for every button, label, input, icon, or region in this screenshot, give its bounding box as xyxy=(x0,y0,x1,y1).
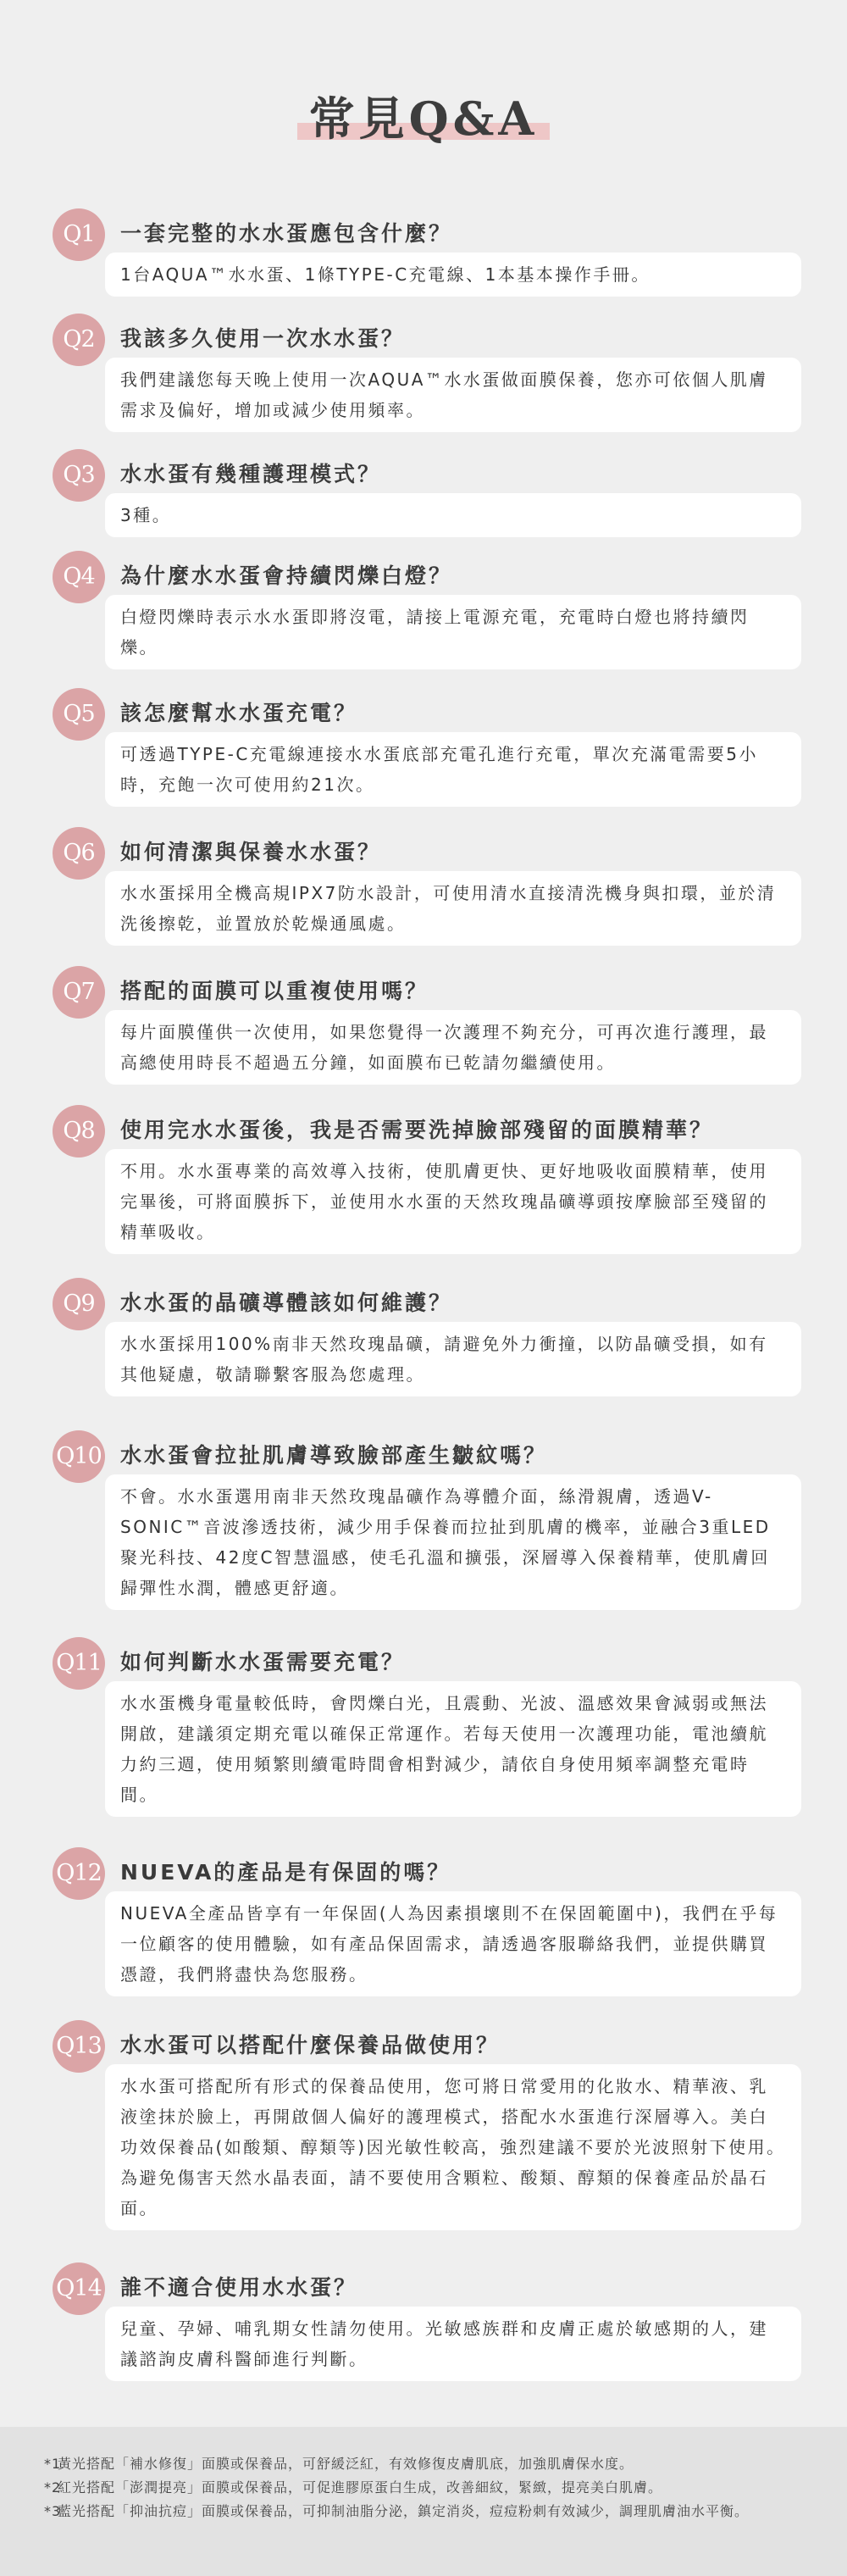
question-number-badge: Q5 xyxy=(53,688,105,741)
footnote-marker: *1 xyxy=(44,2456,62,2472)
question-number-badge: Q13 xyxy=(53,2020,105,2073)
answer-box: 水水蛋機身電量較低時，會閃爍白光，且震動、光波、溫感效果會減弱或無法開啟，建議須定期充電以確保正常運作。若每天使用一次護理功能，電池續航力約三週，使用頻繁則續電時間會相對減少，請依自身使用頻率調整充電時間。 xyxy=(105,1681,801,1817)
footnote-text: 紅光搭配「澎潤提亮」面膜或保養品，可促進膠原蛋白生成，改善細紋，緊緻，提亮美白肌膚。 xyxy=(58,2479,663,2496)
question-number-badge: Q7 xyxy=(53,966,105,1019)
question-text: 搭配的面膜可以重複使用嗎？ xyxy=(120,979,429,1003)
answer-box: 水水蛋採用全機高規IPX7防水設計，可使用清水直接清洗機身與扣環，並於清洗後擦乾，並置放於乾燥通風處。 xyxy=(105,871,801,946)
question-text: 為什麼水水蛋會持續閃爍白燈？ xyxy=(120,564,453,588)
question-text: 該怎麼幫水水蛋充電？ xyxy=(120,701,358,725)
page-title xyxy=(297,92,551,147)
footnote-marker: *2 xyxy=(44,2479,62,2496)
answer-box: 水水蛋可搭配所有形式的保養品使用，您可將日常愛用的化妝水、精華液、乳液塗抹於臉上，再開啟個人偏好的護理模式，搭配水水蛋進行深層導入。美白功效保養品(如酸類、醇類等)因光敏性較高，強烈建議不要於光波照射下使用。為避免傷害天然水晶表面，請不要使用含顆粒、酸類、醇類的保養產品於晶石面。 xyxy=(105,2064,801,2230)
footnote-item xyxy=(44,2476,806,2500)
question-number-badge: Q2 xyxy=(53,314,105,366)
page-header xyxy=(0,92,847,147)
answer-box: NUEVA全產品皆享有一年保固(人為因素損壞則不在保固範圍中)，我們在乎每一位顧客的使用體驗，如有產品保固需求，請透過客服聯絡我們，並提供購買憑證，我們將盡快為您服務。 xyxy=(105,1891,801,1996)
question-text: 使用完水水蛋後，我是否需要洗掉臉部殘留的面膜精華？ xyxy=(120,1118,714,1142)
answer-box: 兒童、孕婦、哺乳期女性請勿使用。光敏感族群和皮膚正處於敏感期的人，建議諮詢皮膚科醫師進行判斷。 xyxy=(105,2307,801,2381)
question-text: 水水蛋可以搭配什麼保養品做使用？ xyxy=(120,2033,501,2057)
footnote-text: 黃光搭配「補水修復」面膜或保養品，可舒緩泛紅，有效修復皮膚肌底，加強肌膚保水度。 xyxy=(58,2456,634,2472)
footnotes-list xyxy=(0,2427,806,2523)
answer-box: 每片面膜僅供一次使用，如果您覺得一次護理不夠充分，可再次進行護理，最高總使用時長不超過五分鐘，如面膜布已乾請勿繼續使用。 xyxy=(105,1010,801,1085)
question-number-badge: Q1 xyxy=(53,208,105,261)
answer-box: 不用。水水蛋專業的高效導入技術，使肌膚更快、更好地吸收面膜精華，使用完畢後，可將面膜拆下，並使用水水蛋的天然玫瑰晶礦導頭按摩臉部至殘留的精華吸收。 xyxy=(105,1149,801,1254)
question-text: NUEVA的產品是有保固的嗎？ xyxy=(120,1860,451,1885)
page-title-text: 常見Q&A xyxy=(308,92,539,146)
answer-box: 可透過TYPE-C充電線連接水水蛋底部充電孔進行充電，單次充滿電需要5小時，充飽一次可使用約21次。 xyxy=(105,732,801,807)
footnote-marker: *3 xyxy=(44,2503,62,2519)
question-text: 水水蛋會拉扯肌膚導致臉部產生皺紋嗎？ xyxy=(120,1443,548,1468)
question-number-badge: Q4 xyxy=(53,551,105,603)
question-number-badge: Q11 xyxy=(53,1637,105,1690)
answer-box: 3種。 xyxy=(105,493,801,537)
question-text: 一套完整的水水蛋應包含什麼？ xyxy=(120,221,453,246)
question-number-badge: Q12 xyxy=(53,1847,105,1900)
answer-box: 不會。水水蛋選用南非天然玫瑰晶礦作為導體介面，絲滑親膚，透過V-SONIC™音波滲透技術，減少用手保養而拉扯到肌膚的機率，並融合3重LED聚光科技、42度C智慧溫感，使毛孔溫和擴張，深層導入保養精華，使肌膚回歸彈性水潤，體感更舒適。 xyxy=(105,1474,801,1610)
question-text: 如何清潔與保養水水蛋？ xyxy=(120,840,382,864)
footnote-item xyxy=(44,2452,806,2476)
question-number-badge: Q8 xyxy=(53,1105,105,1158)
question-number-badge: Q9 xyxy=(53,1278,105,1330)
question-number-badge: Q3 xyxy=(53,449,105,502)
question-number-badge: Q10 xyxy=(53,1430,105,1483)
question-text: 水水蛋的晶礦導體該如何維護？ xyxy=(120,1291,453,1315)
answer-box: 1台AQUA™水水蛋、1條TYPE-C充電線、1本基本操作手冊。 xyxy=(105,253,801,297)
question-text: 誰不適合使用水水蛋？ xyxy=(120,2275,358,2300)
answer-box: 水水蛋採用100%南非天然玫瑰晶礦，請避免外力衝撞，以防晶礦受損，如有其他疑慮，敬請聯繫客服為您處理。 xyxy=(105,1322,801,1396)
footnote-item xyxy=(44,2500,806,2523)
question-text: 水水蛋有幾種護理模式？ xyxy=(120,462,382,486)
answer-box: 白燈閃爍時表示水水蛋即將沒電，請接上電源充電，充電時白燈也將持續閃爍。 xyxy=(105,595,801,669)
question-number-badge: Q14 xyxy=(53,2262,105,2315)
question-text: 我該多久使用一次水水蛋？ xyxy=(120,326,406,351)
question-text: 如何判斷水水蛋需要充電？ xyxy=(120,1650,406,1674)
footnote-text: 藍光搭配「抑油抗痘」面膜或保養品，可抑制油脂分泌，鎮定消炎，痘痘粉刺有效減少，調理肌膚油水平衡。 xyxy=(58,2503,750,2519)
question-number-badge: Q6 xyxy=(53,827,105,880)
answer-box: 我們建議您每天晚上使用一次AQUA™水水蛋做面膜保養，您亦可依個人肌膚需求及偏好，增加或減少使用頻率。 xyxy=(105,358,801,432)
footnotes-panel xyxy=(0,2427,847,2576)
